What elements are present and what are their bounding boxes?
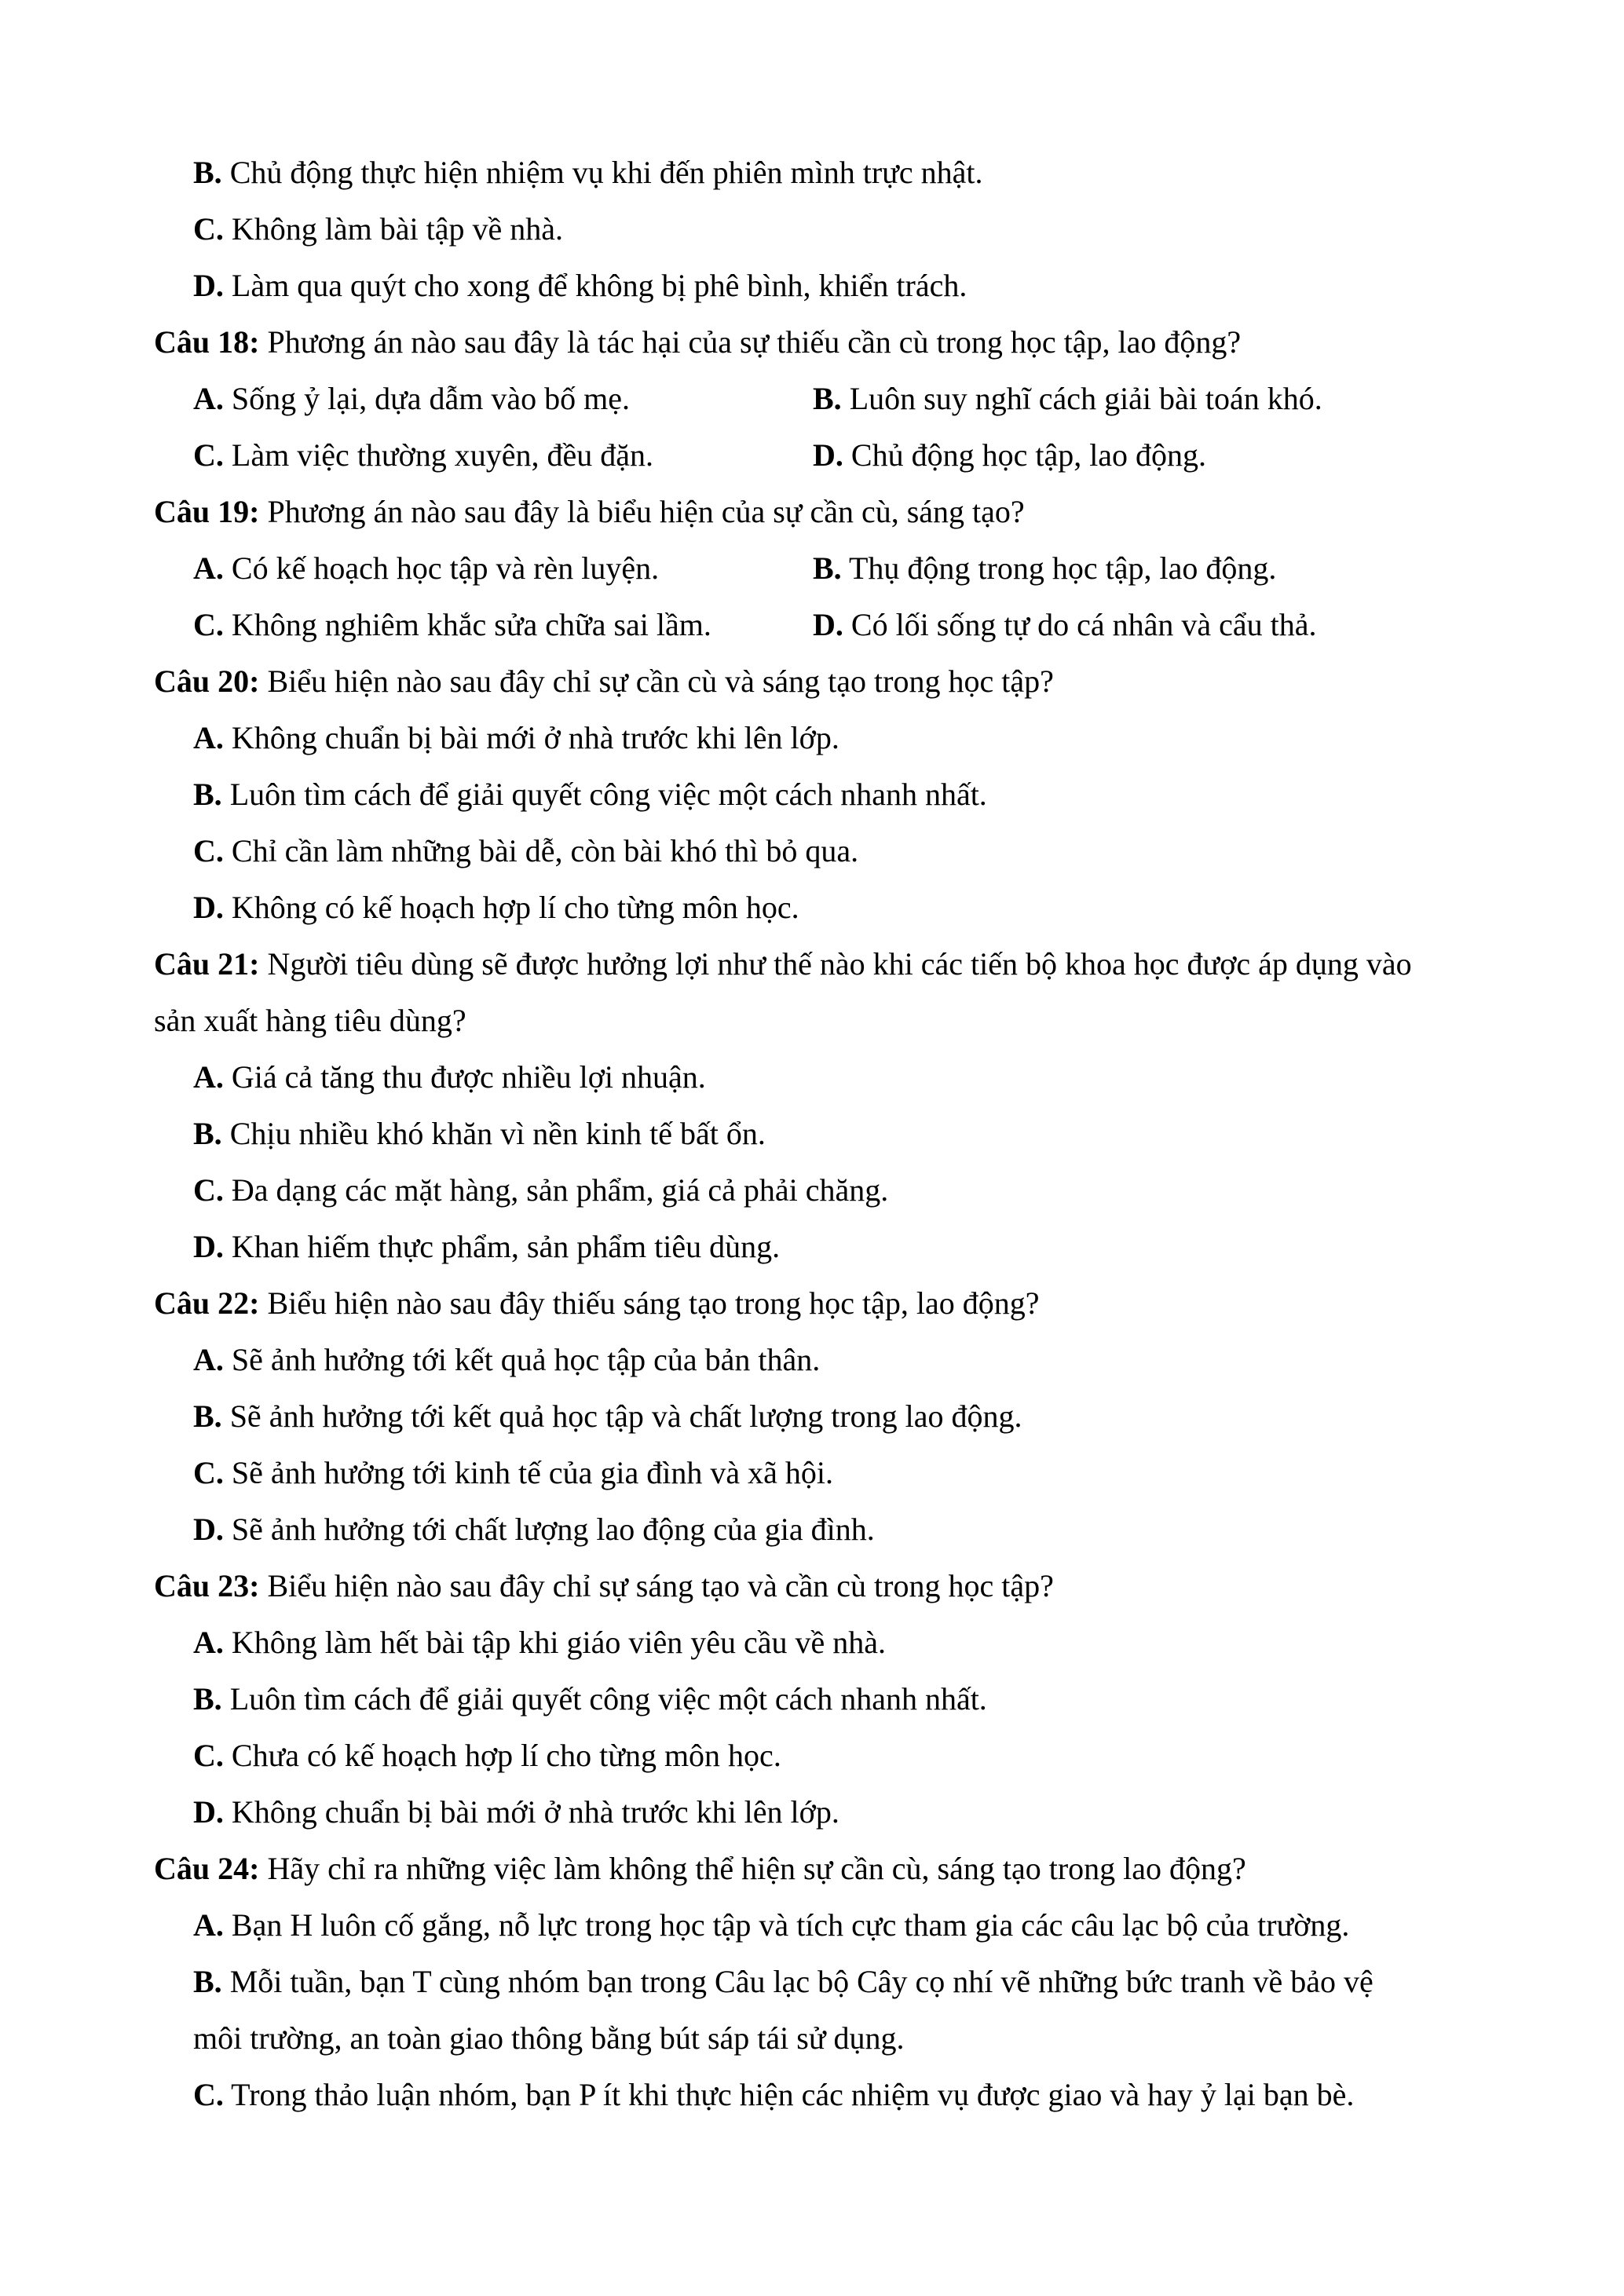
option-21a: A. Giá cả tăng thu được nhiều lợi nhuận.	[193, 1059, 706, 1095]
option-18d: D. Chủ động học tập, lao động.	[813, 437, 1207, 473]
option-24b-continued: môi trường, an toàn giao thông bằng bút sáp tái sử dụng.	[193, 2020, 905, 2056]
option-22a: A. Sẽ ảnh hưởng tới kết quả học tập của bản thân.	[193, 1342, 821, 1377]
option-19c: C. Không nghiêm khắc sửa chữa sai lầm.	[193, 607, 711, 642]
option-18a: A. Sống ỷ lại, dựa dẫm vào bố mẹ.	[193, 381, 631, 416]
option-22d: D. Sẽ ảnh hưởng tới chất lượng lao động của gia đình.	[193, 1512, 875, 1547]
option-17d: D. Làm qua quýt cho xong để không bị phê bình, khiển trách.	[193, 268, 967, 303]
option-18c: C. Làm việc thường xuyên, đều đặn.	[193, 437, 654, 473]
option-24c: C. Trong thảo luận nhóm, bạn P ít khi thực hiện các nhiệm vụ được giao và hay ỷ lại bạn bè.	[193, 2077, 1355, 2112]
option-23b: B. Luôn tìm cách để giải quyết công việc một cách nhanh nhất.	[193, 1681, 987, 1717]
question-24: Câu 24: Hãy chỉ ra những việc làm không thể hiện sự cần cù, sáng tạo trong lao động?	[154, 1851, 1246, 1886]
option-18b: B. Luôn suy nghĩ cách giải bài toán khó.	[813, 381, 1322, 416]
question-23: Câu 23: Biểu hiện nào sau đây chỉ sự sáng tạo và cần cù trong học tập?	[154, 1568, 1054, 1603]
option-21d: D. Khan hiếm thực phẩm, sản phẩm tiêu dùng.	[193, 1229, 781, 1264]
option-23d: D. Không chuẩn bị bài mới ở nhà trước khi lên lớp.	[193, 1794, 839, 1830]
question-18: Câu 18: Phương án nào sau đây là tác hại của sự thiếu cần cù trong học tập, lao động?	[154, 324, 1242, 360]
option-23c: C. Chưa có kế hoạch hợp lí cho từng môn học.	[193, 1738, 781, 1773]
option-24b: B. Mỗi tuần, bạn T cùng nhóm bạn trong Câu lạc bộ Cây cọ nhí vẽ những bức tranh về bảo vệ	[193, 1964, 1373, 1999]
option-17c: C. Không làm bài tập về nhà.	[193, 211, 563, 247]
option-19b: B. Thụ động trong học tập, lao động.	[813, 550, 1277, 586]
question-21-continued: sản xuất hàng tiêu dùng?	[154, 1003, 466, 1038]
question-20: Câu 20: Biểu hiện nào sau đây chỉ sự cần cù và sáng tạo trong học tập?	[154, 664, 1054, 699]
option-23a: A. Không làm hết bài tập khi giáo viên yêu cầu về nhà.	[193, 1625, 886, 1660]
option-20a: A. Không chuẩn bị bài mới ở nhà trước khi lên lớp.	[193, 720, 839, 755]
option-24a: A. Bạn H luôn cố gắng, nỗ lực trong học tập và tích cực tham gia các câu lạc bộ của trường.	[193, 1907, 1350, 1943]
option-22c: C. Sẽ ảnh hưởng tới kinh tế của gia đình và xã hội.	[193, 1455, 833, 1490]
option-22b: B. Sẽ ảnh hưởng tới kết quả học tập và chất lượng trong lao động.	[193, 1398, 1022, 1434]
question-19: Câu 19: Phương án nào sau đây là biểu hiện của sự cần cù, sáng tạo?	[154, 494, 1025, 529]
question-21: Câu 21: Người tiêu dùng sẽ được hưởng lợi như thế nào khi các tiến bộ khoa học được áp dụng vào	[154, 946, 1412, 982]
option-20c: C. Chỉ cần làm những bài dễ, còn bài khó thì bỏ qua.	[193, 833, 859, 868]
option-20b: B. Luôn tìm cách để giải quyết công việc một cách nhanh nhất.	[193, 777, 987, 812]
option-17b: B. Chủ động thực hiện nhiệm vụ khi đến phiên mình trực nhật.	[193, 155, 983, 190]
question-22: Câu 22: Biểu hiện nào sau đây thiếu sáng tạo trong học tập, lao động?	[154, 1285, 1040, 1321]
option-19d: D. Có lối sống tự do cá nhân và cẩu thả.	[813, 607, 1317, 642]
option-19a: A. Có kế hoạch học tập và rèn luyện.	[193, 550, 660, 586]
option-21c: C. Đa dạng các mặt hàng, sản phẩm, giá cả phải chăng.	[193, 1172, 889, 1208]
option-21b: B. Chịu nhiều khó khăn vì nền kinh tế bất ổn.	[193, 1116, 766, 1151]
option-20d: D. Không có kế hoạch hợp lí cho từng môn học.	[193, 890, 799, 925]
